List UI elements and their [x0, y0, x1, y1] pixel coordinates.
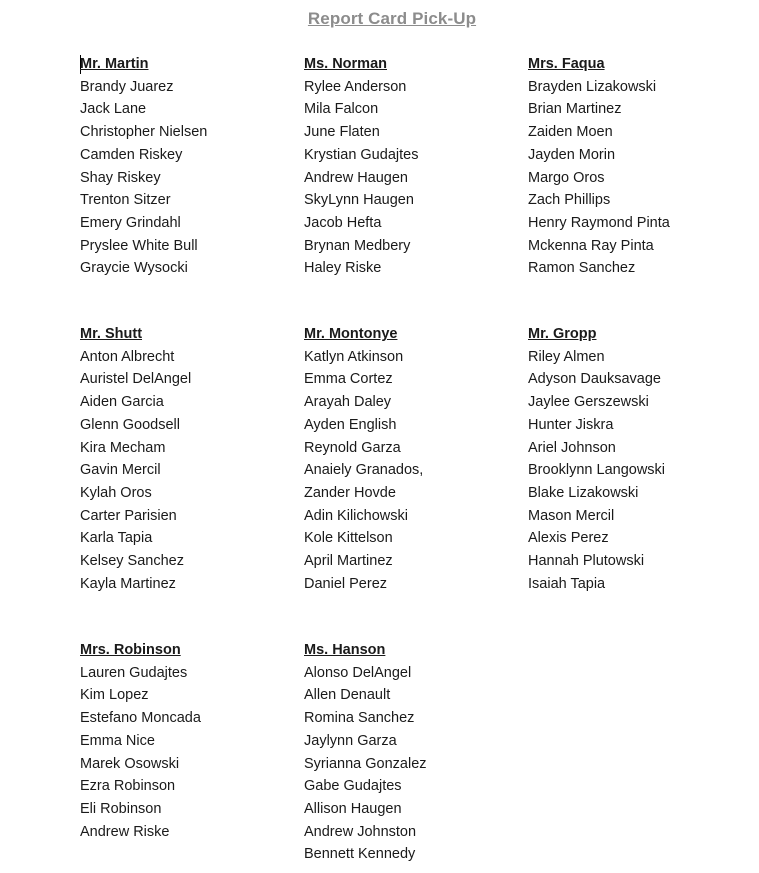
student-name: Romina Sanchez — [304, 710, 415, 727]
teacher-name: Mr. Shutt — [80, 326, 143, 342]
student-list — [80, 662, 295, 844]
student-name: Pryslee White Bull — [80, 237, 198, 254]
teacher-name: Mr. Gropp — [528, 326, 597, 342]
class-block-gropp — [528, 323, 743, 595]
student-list — [528, 76, 743, 280]
class-block-norman — [304, 53, 519, 280]
class-block-robinson — [80, 639, 295, 843]
student-name: Andrew Haugen — [304, 169, 408, 186]
student-list — [80, 76, 295, 280]
student-list — [304, 346, 519, 596]
student-name: Rylee Anderson — [304, 78, 407, 95]
student-name: Christopher Nielsen — [80, 124, 208, 141]
student-name: Kira Mecham — [80, 439, 166, 456]
student-name: June Flaten — [304, 124, 380, 141]
student-name: Brynan Medbery — [304, 237, 411, 254]
student-name: Bennett Kennedy — [304, 846, 416, 863]
student-name: Daniel Perez — [304, 575, 388, 592]
teacher-name: Mr. Montonye — [304, 326, 398, 342]
student-name: Eli Robinson — [80, 800, 162, 817]
student-name: Adyson Dauksavage — [528, 371, 661, 388]
student-name: Kylah Oros — [80, 484, 152, 501]
student-name: Reynold Garza — [304, 439, 401, 456]
student-name: Mckenna Ray Pinta — [528, 237, 654, 254]
student-name: Aiden Garcia — [80, 394, 164, 411]
student-name: Jacob Hefta — [304, 214, 382, 231]
student-name: Emery Grindahl — [80, 214, 181, 231]
student-list — [80, 346, 295, 596]
student-name: Brian Martinez — [528, 101, 622, 118]
student-name: Graycie Wysocki — [80, 260, 188, 277]
student-name: Henry Raymond Pinta — [528, 214, 670, 231]
student-name: Zach Phillips — [528, 192, 611, 209]
student-name: Katlyn Atkinson — [304, 348, 404, 365]
student-name: Margo Oros — [528, 169, 605, 186]
class-block-hanson — [304, 639, 519, 866]
student-name: Kayla Martinez — [80, 575, 176, 592]
student-name: Brayden Lizakowski — [528, 78, 657, 95]
student-name: Zander Hovde — [304, 484, 396, 501]
student-name: Gavin Mercil — [80, 462, 161, 479]
student-name: Haley Riske — [304, 260, 382, 277]
class-block-shutt — [80, 323, 295, 595]
student-name: Ramon Sanchez — [528, 260, 636, 277]
student-name: Carter Parisien — [80, 507, 177, 524]
student-name: Kelsey Sanchez — [80, 553, 184, 570]
student-name: Zaiden Moen — [528, 124, 613, 141]
student-name: Andrew Riske — [80, 823, 170, 840]
student-name: Blake Lizakowski — [528, 484, 639, 501]
student-name: Syrianna Gonzalez — [304, 755, 427, 772]
class-block-martin — [80, 53, 295, 280]
student-name: Kole Kittelson — [304, 530, 393, 547]
student-list — [528, 346, 743, 596]
class-block-faqua — [528, 53, 743, 280]
student-name: Gabe Gudajtes — [304, 778, 402, 795]
student-name: Mason Mercil — [528, 507, 615, 524]
student-name: Camden Riskey — [80, 146, 183, 163]
teacher-name: Ms. Hanson — [304, 642, 386, 658]
student-name: Brandy Juarez — [80, 78, 174, 95]
student-name: Alexis Perez — [528, 530, 609, 547]
student-name: Lauren Gudajtes — [80, 664, 188, 681]
student-name: Anaiely Granados, — [304, 462, 424, 479]
student-name: Adin Kilichowski — [304, 507, 408, 524]
student-name: Jayden Morin — [528, 146, 616, 163]
student-name: Allison Haugen — [304, 800, 402, 817]
student-name: Jaylee Gerszewski — [528, 394, 649, 411]
student-name: Anton Albrecht — [80, 348, 175, 365]
student-name: Allen Denault — [304, 687, 391, 704]
student-name: Riley Almen — [528, 348, 605, 365]
student-name: Isaiah Tapia — [528, 575, 606, 592]
student-name: Krystian Gudajtes — [304, 146, 419, 163]
student-list — [304, 76, 519, 280]
document-title: Report Card Pick-Up — [307, 9, 477, 28]
student-name: Auristel DelAngel — [80, 371, 192, 388]
teacher-name: Mrs. Faqua — [528, 56, 605, 72]
student-name: Glenn Goodsell — [80, 416, 180, 433]
student-name: Mila Falcon — [304, 101, 379, 118]
student-name: Karla Tapia — [80, 530, 153, 547]
teacher-name: Mr. Martin — [80, 56, 149, 72]
student-list — [304, 662, 519, 866]
student-name: Hunter Jiskra — [528, 416, 614, 433]
student-name: Marek Osowski — [80, 755, 180, 772]
teacher-name: Mrs. Robinson — [80, 642, 181, 658]
student-name: Shay Riskey — [80, 169, 161, 186]
student-name: SkyLynn Haugen — [304, 192, 414, 209]
student-name: Kim Lopez — [80, 687, 149, 704]
class-block-montonye — [304, 323, 519, 595]
student-name: Emma Cortez — [304, 371, 393, 388]
student-name: Ezra Robinson — [80, 778, 176, 795]
student-name: Arayah Daley — [304, 394, 392, 411]
student-name: Ayden English — [304, 416, 397, 433]
student-name: Trenton Sitzer — [80, 192, 171, 209]
student-name: Ariel Johnson — [528, 439, 616, 456]
student-name: Andrew Johnston — [304, 823, 417, 840]
student-name: Jack Lane — [80, 101, 147, 118]
student-name: Hannah Plutowski — [528, 553, 645, 570]
student-name: Brooklynn Langowski — [528, 462, 666, 479]
student-name: Emma Nice — [80, 732, 155, 749]
teacher-name: Ms. Norman — [304, 56, 387, 72]
student-name: Alonso DelAngel — [304, 664, 412, 681]
student-name: Estefano Moncada — [80, 710, 201, 727]
student-name: Jaylynn Garza — [304, 732, 397, 749]
student-name: April Martinez — [304, 553, 393, 570]
